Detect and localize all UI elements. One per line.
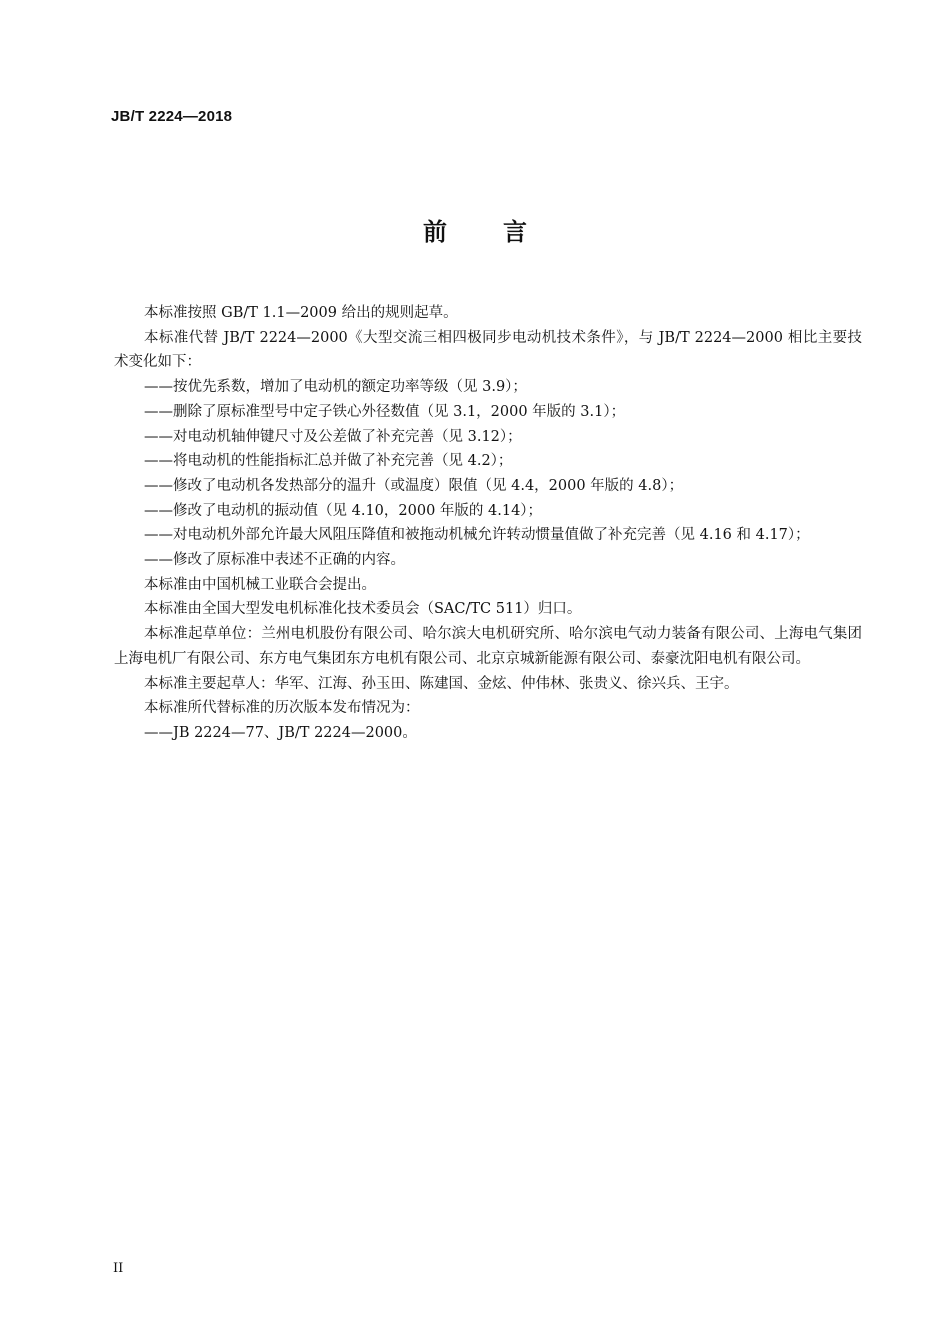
page-title: 前言 xyxy=(423,218,583,246)
list-item: ——按优先系数，增加了电动机的额定功率等级（见 3.9）； xyxy=(144,379,527,396)
paragraph-drafting-rules: 本标准按照 GB/T 1.1—2009 给出的规则起草。 xyxy=(144,305,458,321)
list-item: ——修改了电动机的振动值（见 4.10，2000 年版的 4.14）； xyxy=(144,502,543,519)
paragraph-replacement: 本标准代替 JB/T 2224—2000《大型交流三相四极同步电动机技术条件》，与 JB/T 2224—2000 相比主要技术变化如下： xyxy=(114,329,862,371)
list-item: ——将电动机的性能指标汇总并做了补充完善（见 4.2）； xyxy=(144,453,513,470)
foreword-body xyxy=(114,301,862,746)
changes-list xyxy=(114,375,862,573)
paragraph-proposer: 本标准由中国机械工业联合会提出。 xyxy=(144,576,376,593)
page-number: II xyxy=(113,1261,124,1276)
paragraph-drafting-units: 本标准起草单位：兰州电机股份有限公司、哈尔滨大电机研究所、哈尔滨电气动力装备有限公司、上海电气集团上海电机厂有限公司、东方电气集团东方电机有限公司、北京京城新能源有限公司、泰豪沈阳电机有限公司。 xyxy=(114,626,862,667)
list-item: ——对电动机轴伸键尺寸及公差做了补充完善（见 3.12）； xyxy=(144,428,522,445)
history-list xyxy=(114,721,862,746)
list-item: ——对电动机外部允许最大风阻压降值和被拖动机械允许转动惯量值做了补充完善（见 4.16 和 4.17）； xyxy=(144,527,810,544)
list-item: ——修改了原标准中表述不正确的内容。 xyxy=(144,552,405,569)
paragraph-drafters: 本标准主要起草人：华军、江海、孙玉田、陈建国、金炫、仲伟林、张贵义、徐兴兵、王宇。 xyxy=(144,675,739,692)
paragraph-committee: 本标准由全国大型发电机标准化技术委员会（SAC/TC 511）归口。 xyxy=(144,601,582,618)
list-item: ——删除了原标准型号中定子铁心外径数值（见 3.1，2000 年版的 3.1）； xyxy=(144,403,626,420)
list-item: ——JB 2224—77、JB/T 2224—2000。 xyxy=(144,724,417,741)
document-code: JB/T 2224—2018 xyxy=(111,108,233,125)
paragraph-history-intro: 本标准所代替标准的历次版本发布情况为： xyxy=(144,700,420,717)
list-item: ——修改了电动机各发热部分的温升（或温度）限值（见 4.4，2000 年版的 4.8）； xyxy=(144,477,684,494)
